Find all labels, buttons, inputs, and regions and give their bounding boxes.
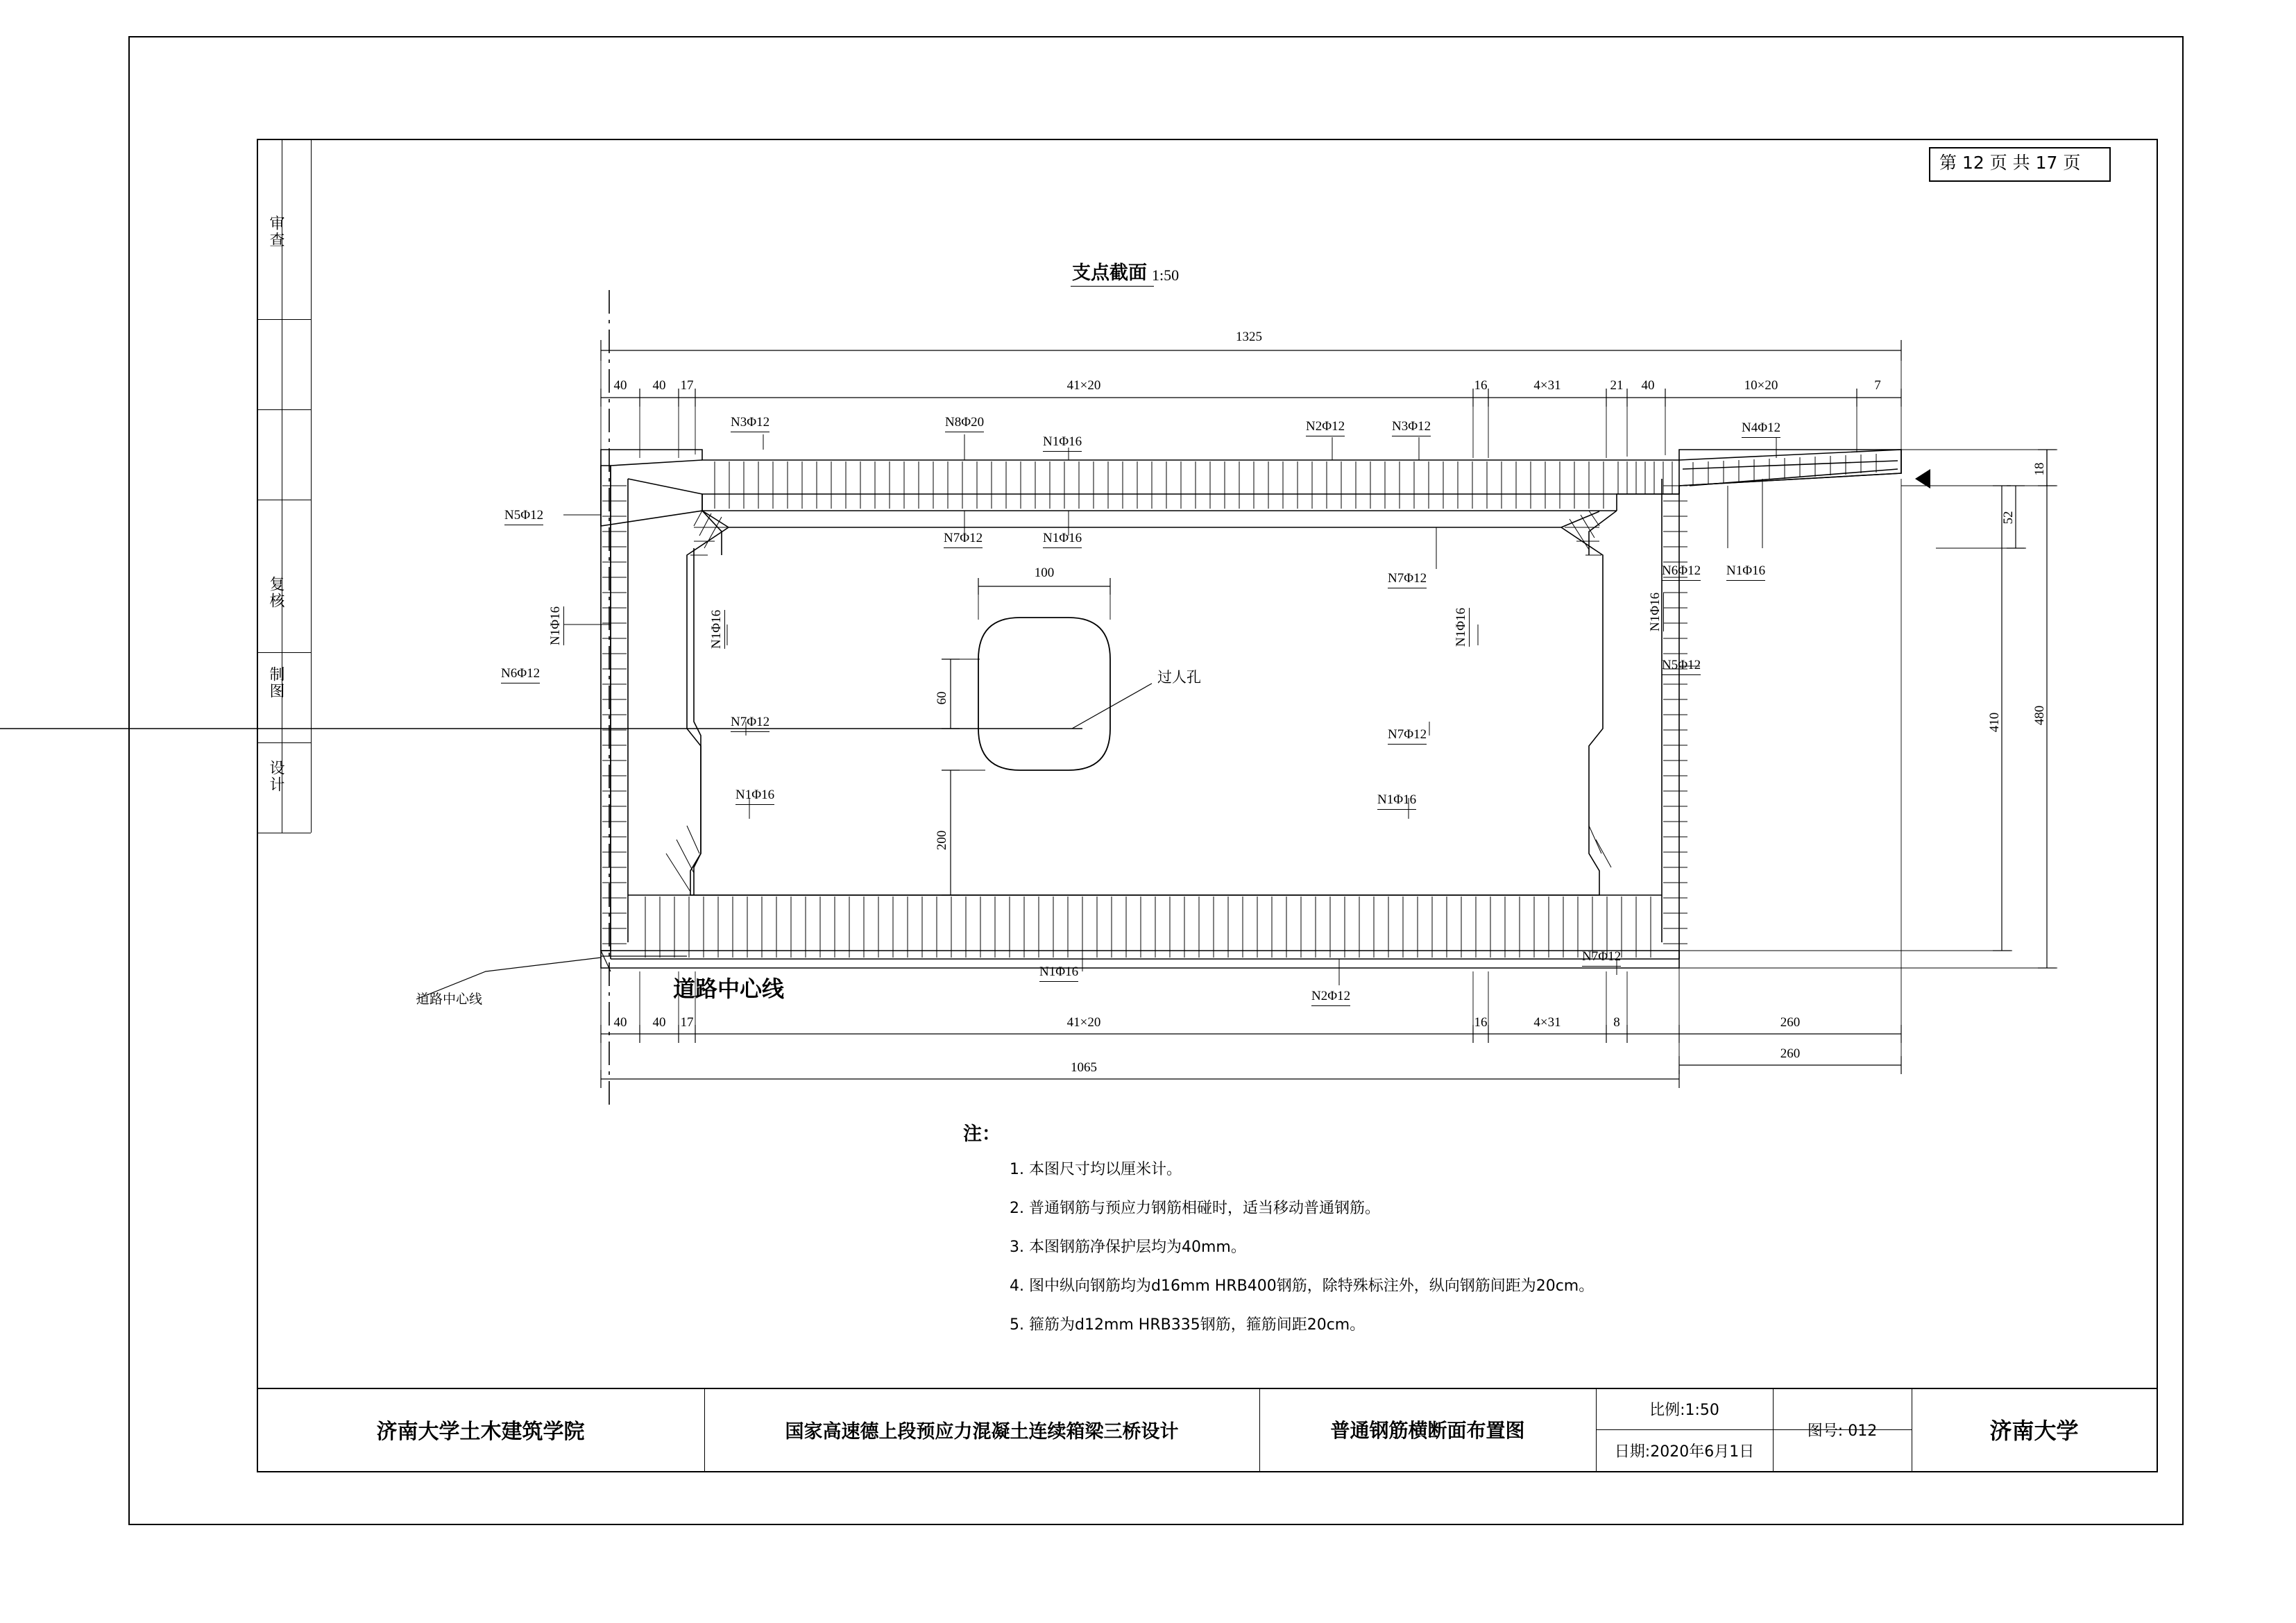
rebar-label-15: N1Φ16	[1648, 592, 1663, 631]
rebar-label-0: N3Φ12	[731, 415, 769, 432]
dim-bottom-seg-0: 40	[613, 1015, 627, 1030]
dim-depth-200: 200	[935, 830, 949, 851]
stamp-label-design: 设计	[267, 760, 284, 793]
dim-bottom-seg-1: 40	[652, 1015, 666, 1030]
dim-top-seg-1: 40	[652, 378, 666, 393]
dim-overall-top: 1325	[1236, 330, 1262, 344]
manhole-label: 过人孔	[1157, 669, 1201, 686]
titleblock-university: 济南大学	[1989, 1418, 2079, 1444]
rebar-label-7: N7Φ12	[944, 531, 983, 548]
dim-bottom-extra: 260	[1780, 1046, 1801, 1061]
dim-right-18: 18	[2032, 462, 2047, 476]
note-item-4: 4. 图中纵向钢筋均为d16mm HRB400钢筋，除特殊标注外，纵向钢筋间距为20cm。	[1010, 1277, 1595, 1295]
rebar-label-12: N1Φ16	[548, 606, 563, 645]
page-number-label: 第 12 页 共 17 页	[1939, 153, 2081, 173]
note-item-1: 1. 本图尺寸均以厘米计。	[1010, 1161, 1182, 1178]
dim-top-seg-3: 41×20	[1066, 378, 1101, 393]
dim-bottom-seg-2: 17	[680, 1015, 694, 1030]
dim-bottom-seg-7: 260	[1780, 1015, 1801, 1030]
dim-right-52: 52	[2001, 511, 2016, 525]
dim-overall-bottom: 1065	[1071, 1060, 1097, 1075]
road-centerline-label: 道路中心线	[673, 976, 785, 1002]
titleblock-institute: 济南大学土木建筑学院	[376, 1420, 585, 1444]
dim-top-seg-0: 40	[613, 378, 627, 393]
titleblock-scale: 比例:1:50	[1649, 1401, 1719, 1419]
dim-top-seg-8: 10×20	[1744, 378, 1778, 393]
dim-hole-width: 100	[1034, 566, 1055, 580]
stamp-label-check: 复核	[267, 576, 284, 609]
rebar-label-16: N6Φ12	[501, 666, 540, 683]
titleblock-project: 国家高速德上段预应力混凝土连续箱梁三桥设计	[785, 1420, 1179, 1443]
rebar-label-11: N1Φ16	[1726, 563, 1765, 581]
road-centerline-label-small: 道路中心线	[416, 992, 483, 1007]
dim-top-seg-9: 7	[1874, 378, 1881, 393]
drawing-title: 支点截面	[1072, 262, 1147, 284]
rebar-label-8: N1Φ16	[1043, 531, 1082, 548]
rebar-label-5: N4Φ12	[1742, 420, 1780, 438]
dim-top-seg-6: 21	[1610, 378, 1624, 393]
rebar-label-21: N1Φ16	[1377, 792, 1416, 810]
rebar-label-24: N7Φ12	[1582, 949, 1621, 967]
notes-heading: 注：	[963, 1123, 1001, 1145]
drawing-title-scale: 1:50	[1152, 266, 1180, 284]
note-item-2: 2. 普通钢筋与预应力钢筋相碰时，适当移动普通钢筋。	[1010, 1200, 1380, 1217]
note-item-5: 5. 箍筋为d12mm HRB335钢筋，箍筋间距20cm。	[1010, 1316, 1366, 1334]
rebar-label-23: N2Φ12	[1311, 989, 1350, 1006]
titleblock-drawing-name: 普通钢筋横断面布置图	[1330, 1419, 1525, 1442]
dim-bottom-seg-5: 4×31	[1533, 1015, 1561, 1030]
dim-bottom-seg-3: 41×20	[1066, 1015, 1101, 1030]
rebar-label-17: N5Φ12	[1662, 658, 1701, 675]
dim-top-seg-2: 17	[680, 378, 694, 393]
rebar-label-13: N1Φ16	[709, 609, 724, 649]
rebar-label-20: N1Φ16	[735, 788, 774, 805]
rebar-label-2: N1Φ16	[1043, 434, 1082, 452]
dim-top-seg-5: 4×31	[1533, 378, 1561, 393]
dim-top-seg-4: 16	[1474, 378, 1488, 393]
rebar-label-9: N7Φ12	[1388, 571, 1427, 588]
dim-bottom-seg-6: 8	[1613, 1015, 1620, 1030]
rebar-label-18: N7Φ12	[731, 715, 769, 732]
dim-bottom-seg-4: 16	[1474, 1015, 1488, 1030]
rebar-label-10: N6Φ12	[1662, 563, 1701, 581]
rebar-label-4: N3Φ12	[1392, 419, 1431, 436]
titleblock-date: 日期:2020年6月1日	[1614, 1443, 1755, 1461]
dim-right-410: 410	[1987, 712, 2002, 733]
rebar-label-1: N8Φ20	[945, 415, 984, 432]
rebar-label-19: N7Φ12	[1388, 727, 1427, 745]
stamp-label-draw: 制图	[267, 666, 284, 699]
note-item-3: 3. 本图钢筋净保护层均为40mm。	[1010, 1239, 1246, 1256]
titleblock-number: 图号: 012	[1807, 1422, 1878, 1440]
dim-right-480: 480	[2032, 705, 2047, 726]
rebar-label-14: N1Φ16	[1454, 607, 1468, 647]
dim-top-seg-7: 40	[1641, 378, 1655, 393]
rebar-label-6: N5Φ12	[504, 508, 543, 525]
rebar-label-3: N2Φ12	[1306, 419, 1345, 436]
stamp-label-review: 审查	[267, 215, 284, 248]
rebar-label-22: N1Φ16	[1039, 965, 1078, 982]
dim-hole-height: 60	[935, 691, 949, 705]
